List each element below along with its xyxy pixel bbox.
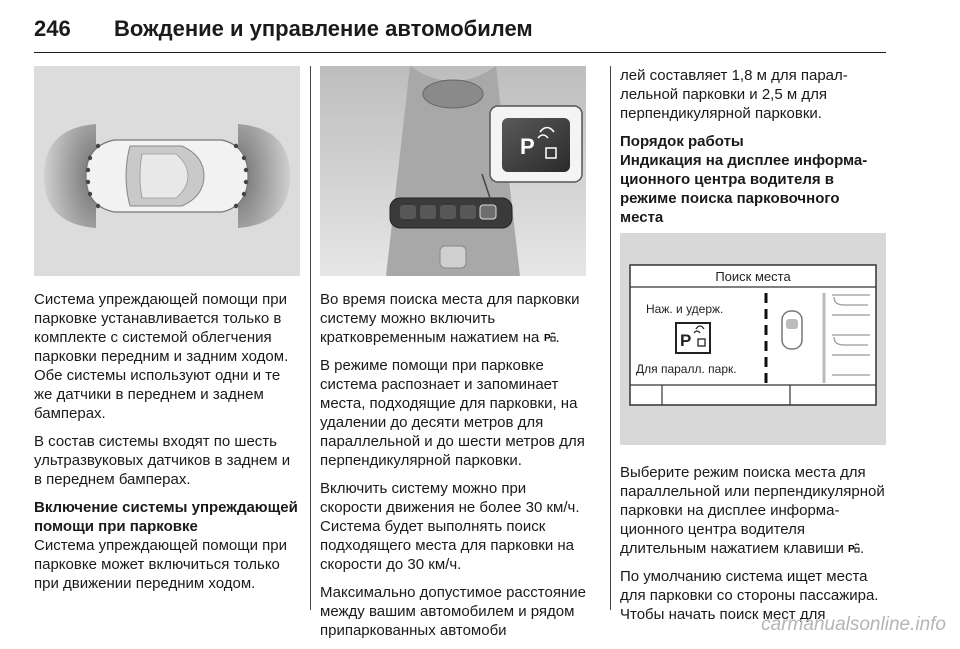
paragraph: В состав системы входят по шесть ультразвуковых датчиков в заднем и в переднем бамперах.: [34, 433, 291, 488]
console-button-image: [320, 66, 586, 276]
center-console-illustration: [320, 66, 586, 276]
column-2: [320, 66, 586, 649]
park-assist-icon: [848, 542, 860, 554]
page-header: [34, 14, 886, 53]
svg-text:P: P: [543, 333, 551, 343]
paragraph: Во время поиска места для парковки систему можно включить кратковременным нажатием на P .: [320, 291, 580, 346]
paragraph: По умолчанию система ищет места для парковки со стороны пассажира. Чтобы начать поиск мест для: [620, 568, 879, 623]
park-assist-button-label: P: [520, 134, 535, 159]
paragraph: лей составляет 1,8 м для параллельной парковки и 2,5 м для перпендикулярной парковки.: [620, 67, 848, 122]
driver-info-display-image: [620, 233, 886, 445]
column-divider: [610, 66, 611, 610]
page-title: Вождение и управление автомобилем: [114, 16, 533, 41]
svg-text:P: P: [848, 544, 855, 554]
watermark: carmanualsonline.info: [761, 614, 946, 635]
page-number: 246: [34, 16, 71, 41]
paragraph: Выберите режим поиска места для параллельной или перпендикулярной парковки на дисплее информационного центра водителя длительным нажатием клавиши P .: [620, 464, 885, 557]
paragraph: Система упреждающей помощи при парковке устанавливается только в комплекте с системой облегчения парковки передним и задним ходом. Обе системы используют одни и те же датчики в переднем и заднем бамперах.: [34, 291, 289, 422]
paragraph: Система упреждающей помощи при парковке может включиться только при движении передним ходом.: [34, 537, 288, 592]
paragraph: Включить систему можно при скорости движения не более 30 км/ч. Система будет выполнять поиск подходящего места для парковки на скорости до 30 км/ч.: [320, 480, 580, 573]
sensor-diagram-image: [34, 66, 300, 276]
display-for-parallel: Для паралл. парк.: [636, 362, 737, 376]
column-divider: [310, 66, 311, 610]
car-sensor-illustration: [34, 66, 300, 276]
paragraph: В режиме помощи при парковке система распознает и запоминает места, подходящие для парковки, на удалении до десяти метров для параллельной и до шести метров для перпендикулярной парковки.: [320, 357, 585, 469]
display-title: Поиск места: [715, 269, 791, 284]
display-illustration: [620, 233, 886, 445]
paragraph: Максимально допустимое расстояние между вашим автомобилем и рядом припаркованных автомоби: [320, 584, 586, 639]
section-subheading: Индикация на дисплее информационного центра водителя в режиме поиска парковочного места: [620, 152, 868, 226]
section-heading: Порядок работы: [620, 133, 744, 150]
column-3: [620, 66, 886, 633]
display-press-hold: Наж. и удерж.: [646, 302, 724, 316]
section-heading: Включение системы упреждающей помощи при парковке: [34, 499, 298, 535]
column-1: [34, 66, 300, 602]
display-button-label: P: [680, 331, 692, 350]
park-assist-icon: [544, 331, 556, 343]
